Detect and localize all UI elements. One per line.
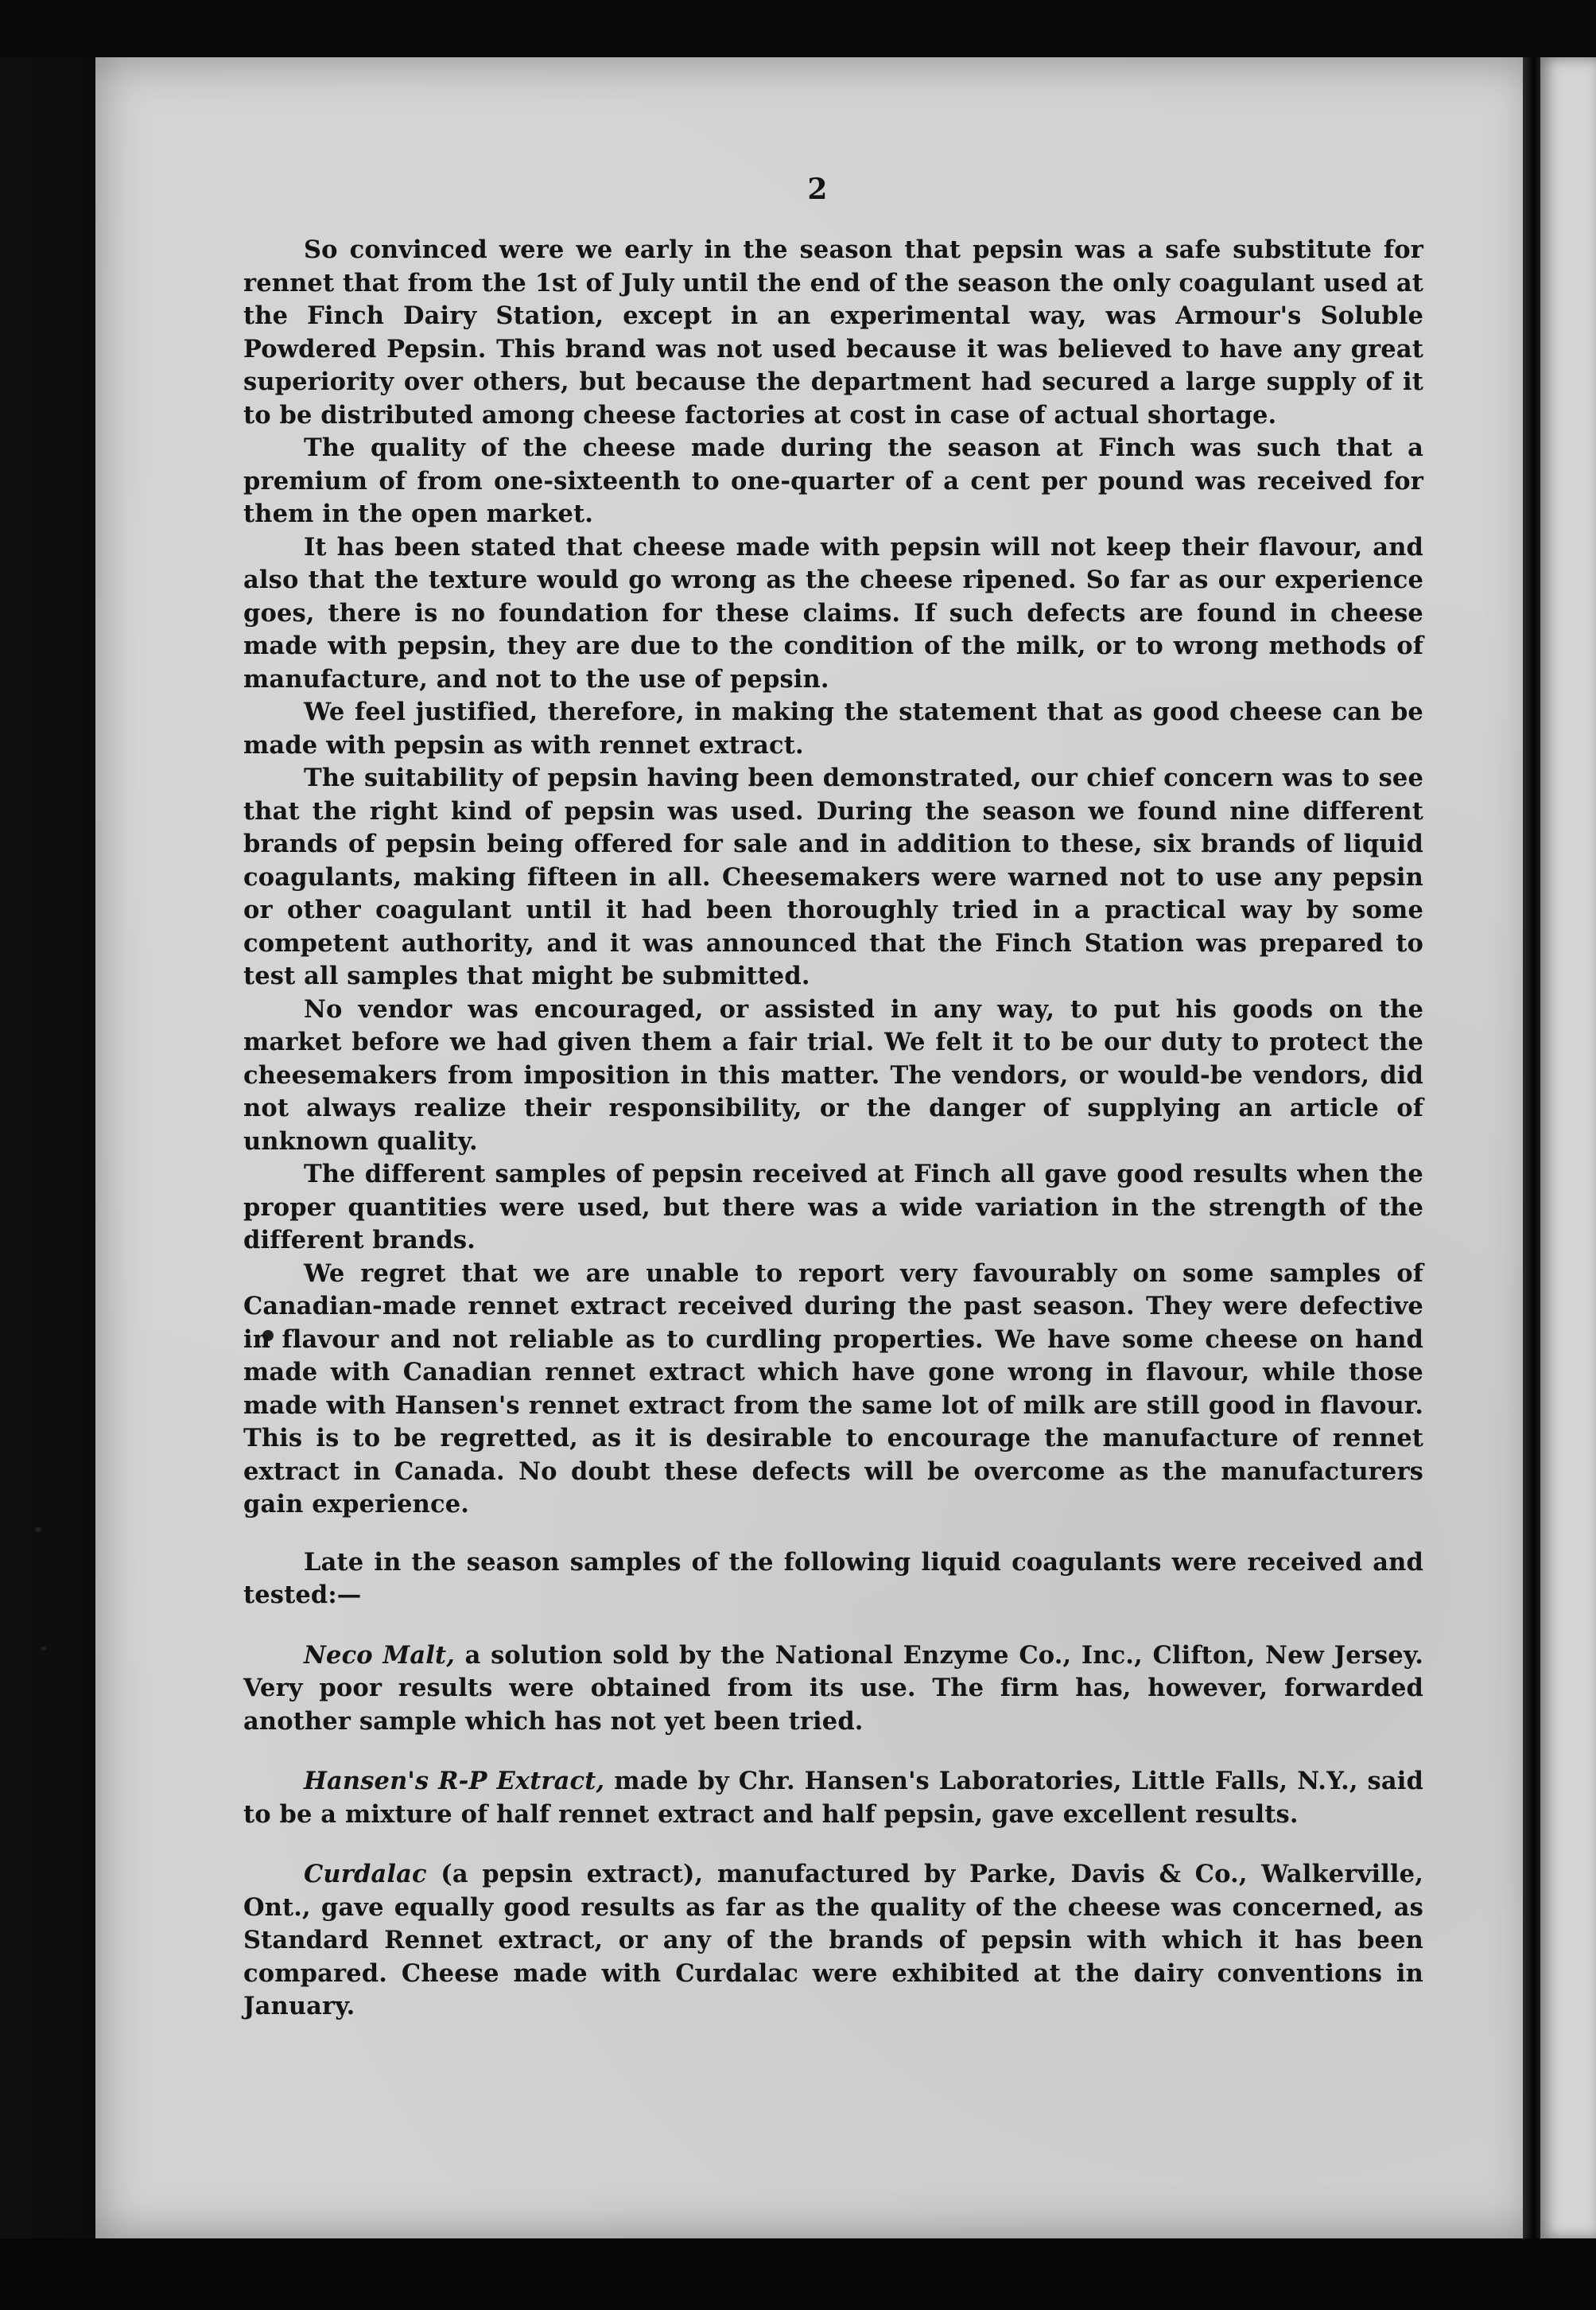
coagulant-name: Curdalac (304, 1860, 427, 1888)
coagulant-name: Hansen's R-P Extract, (304, 1767, 605, 1795)
coagulant-description: a solution sold by the National Enzyme Co., Inc., Clifton, New Jersey. Very poor results were obtained from its use. The firm has, however, forwarded another sample which has not yet been tried. (243, 1640, 1424, 1736)
paragraph-suitability: The suitability of pepsin having been demonstrated, our chief concern was to see that the right kind of pepsin was used. During the season we found nine different brands of pepsin being offered for sale and in addition to these, six brands of liquid coagulants, making fifteen in all. Cheesemakers were warned not to use any pepsin or other coagulant until it had been thoroughly tried in a practical way by some competent authority, and it was announced that the Finch Station was prepared to test all samples that might be submitted. (243, 764, 1423, 990)
paragraph-samples-results: The different samples of pepsin received at Finch all gave good results when the proper quantities were used, but there was a wide variation in the strength of the different brands. (243, 1160, 1423, 1254)
coagulant-description: (a pepsin extract), manufactured by Parke, Davis & Co., Walkerville, Ont., gave equally good results as far as the quality of the cheese was concerned, as Standard Rennet extract, or any of the brands of pepsin with which it has been compared. Cheese made with Curdalac were exhibited at the dairy conventions in January. (243, 1860, 1423, 2020)
coagulant-entry-hansens-rp (243, 1765, 1423, 1831)
adjacent-page-edge (1540, 57, 1596, 2238)
page-number: 2 (807, 173, 828, 206)
paragraph-justification: We feel justified, therefore, in making the statement that as good cheese can be made with pepsin as with rennet extract. (243, 698, 1423, 760)
coagulant-name: Neco Malt, (304, 1640, 455, 1670)
coagulant-entry-curdalac (243, 1858, 1423, 2024)
scan-bottom-border (0, 2238, 1596, 2310)
scan-speck (41, 1647, 46, 1651)
page-fold-shadow (1523, 57, 1540, 2238)
scan-left-border (0, 57, 95, 2310)
scan-top-border (0, 0, 1596, 57)
paragraph-vendors: No vendor was encouraged, or assisted in any way, to put his goods on the market before we had given them a fair trial. We felt it to be our duty to protect the cheesemakers from imposition in this matter. The vendors, or would-be vendors, did not always realize their responsibility, or the danger of supplying an article of unknown quality. (243, 994, 1423, 1156)
paragraph-cheese-quality: The quality of the cheese made during the season at Finch was such that a premium of from one-sixteenth to one-quarter of a cent per pound was received for them in the open market. (243, 434, 1423, 528)
paragraph-canadian-rennet: We regret that we are unable to report very favourably on some samples of Canadian-made rennet extract received during the past season. They were defective in flavour and not reliable as to curdling properties. We have some cheese on hand made with Canadian rennet extract which have gone wrong in flavour, while those made with Hansen's rennet extract from the same lot of milk are still good in flavour. This is to be regretted, as it is desirable to encourage the manufacture of rennet extract in Canada. No doubt these defects will be overcome as the manufacturers gain experience. (243, 1258, 1423, 1519)
paragraph-flavour-claims: It has been stated that cheese made with pepsin will not keep their flavour, and also that the texture would go wrong as the cheese ripened. So far as our experience goes, there is no foundation for these claims. If such defects are found in cheese made with pepsin, they are due to the condition of the milk, or to wrong methods of manufacture, and not to the use of pepsin. (243, 532, 1423, 694)
paragraph-pepsin-substitute: So convinced were we early in the season that pepsin was a safe substitute for rennet that from the 1st of July until the end of the season the only coagulant used at the Finch Dairy Station, except in an experimental way, was Armour's Soluble Powdered Pepsin. This brand was not used because it was believed to have any great superiority over others, but because the department had secured a large supply of it to be distributed among cheese factories at cost in case of actual shortage. (243, 235, 1423, 430)
document-body (243, 173, 1423, 2024)
scan-speck (35, 1527, 41, 1532)
paragraph-liquid-coagulants: Late in the season samples of the following liquid coagulants were received and tested:— (243, 1547, 1423, 1609)
coagulant-description: made by Chr. Hansen's Laboratories, Little Falls, N.Y., said to be a mixture of half rennet extract and half pepsin, gave excellent results. (243, 1767, 1423, 1829)
coagulant-entry-neco-malt (243, 1639, 1423, 1739)
